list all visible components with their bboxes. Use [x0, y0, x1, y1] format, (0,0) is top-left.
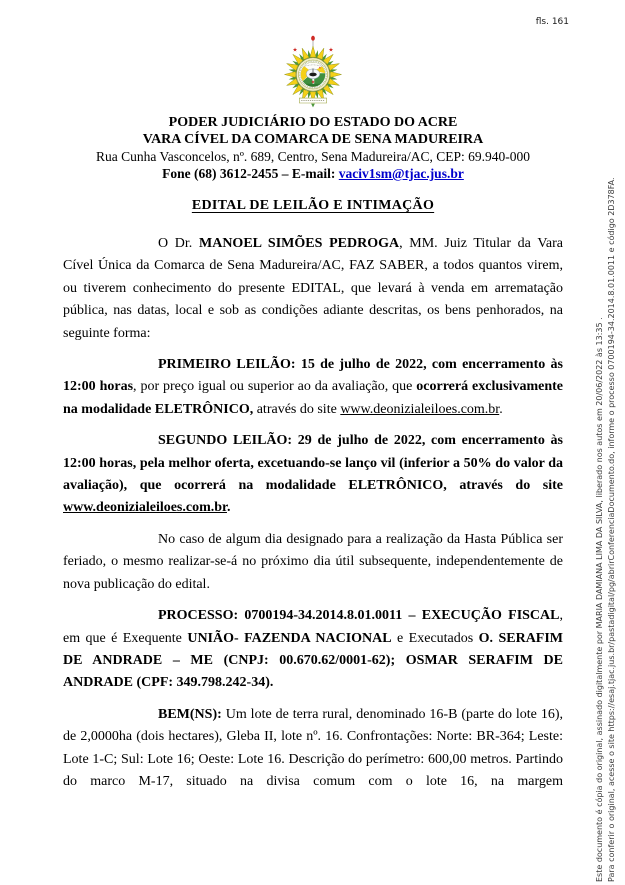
text-run: e Executados — [391, 630, 479, 646]
auction-site-link[interactable]: www.deonizialeiloes.com.br — [340, 401, 500, 417]
paragraph-preamble — [63, 233, 563, 345]
document-body — [63, 233, 563, 793]
text-run: , em que é Exequente — [63, 608, 563, 646]
contact-line — [63, 165, 563, 182]
text-run: No caso de algum dia designado para a realização da Hasta Pública ser feriado, o mesmo realizar-se-á no próximo dia útil subsequente, independentemente de nova publicação do edital. — [63, 531, 563, 592]
auction-site-link[interactable]: www.deonizialeiloes.com.br — [63, 500, 227, 516]
paragraph-bens — [63, 704, 563, 794]
document-content — [63, 0, 563, 793]
text-run: , MM. Juiz Titular da Vara Cível Única da Comarca de Sena Madureira/AC, FAZ SABER, a todos quantos virem, ou tiverem conhecimento do presente EDITAL, que levará à venda em arrematação pública, nas datas, local e sob as condições adiante descritas, os bens penhorados, na seguinte forma: — [63, 236, 563, 341]
digital-signature-stamp — [594, 130, 620, 882]
paragraph-segundo-leilao — [63, 430, 563, 520]
acre-coat-of-arms-icon — [282, 33, 344, 111]
text-run: O. SERAFIM DE ANDRADE – ME (CNPJ: 00.670.62/0001-62); OSMAR SERAFIM DE ANDRADE (CPF: 349.798.242-34). — [63, 630, 564, 691]
court-name: VARA CÍVEL DA COMARCA DE SENA MADUREIRA — [142, 131, 484, 147]
text-run: através do site — [253, 401, 341, 417]
phone-email-label: Fone (68) 3612-2455 – E-mail: — [162, 166, 339, 181]
text-run: O Dr. — [158, 236, 199, 251]
text-run: SEGUNDO LEILÃO: 29 de julho de 2022, com encerramento às 12:00 horas, pela melhor oferta, excetuando-se lanço vil (inferior a 50% do valor da avaliação), que ocorrerá na modalidade ELETRÔNICO, através do site — [63, 433, 563, 494]
digital-signature-stamp-line-2: Para conferir o original, acesse o site https://esaj.tjac.jus.br/pastadigital/pg/abrirConferenciaDocumento.do, informe o processo 0700194-34.2014.8.01.0011 e código 2D378FA. — [607, 177, 616, 882]
text-run: BEM(NS): — [158, 706, 226, 722]
text-run: ocorrerá exclusivamente na modalidade ELETRÔNICO, — [63, 379, 563, 417]
text-run: PROCESSO: 0700194-34.2014.8.01.0011 – EXECUÇÃO FISCAL — [158, 608, 560, 624]
text-run: Um lote de terra rural, denominado 16-B (parte do lote 16), de 2,0000ha (dois hectares), Gleba II, lote nº. 16. Confrontações: Norte: BR-364; Leste: Lote 1-C; Sul: Lote 16; Oeste: Lote 16. Descrição do perímetro: 600,00 metros. Partindo do marco M-17, situado na divisa comum com o lote 16, na margem — [63, 706, 564, 789]
paragraph-primeiro-leilao — [63, 354, 563, 421]
text-run: . — [226, 500, 231, 516]
text-run: UNIÃO- FAZENDA NACIONAL — [187, 630, 392, 646]
institution-name: PODER JUDICIÁRIO DO ESTADO DO ACRE — [168, 115, 458, 130]
paragraph-processo — [63, 605, 563, 695]
text-run: MANOEL SIMÕES PEDROGA — [199, 236, 400, 251]
paragraph-feriado-clause — [63, 529, 563, 596]
address-line: Rua Cunha Vasconcelos, nº. 689, Centro, Sena Madureira/AC, CEP: 69.940-000 — [95, 149, 530, 164]
text-run: . — [499, 401, 503, 417]
digital-signature-stamp-line-1: Este documento é cópia do original, assinado digitalmente por MARIA DAMIANA LIMA DA SILVA, liberado nos autos em 20/06/2022 às 13:35 . — [595, 317, 604, 882]
folio-number: fls. 161 — [535, 17, 569, 27]
text-run: PRIMEIRO LEILÃO: 15 de julho de 2022, com encerramento às 12:00 horas — [63, 357, 563, 395]
document-title: EDITAL DE LEILÃO E INTIMAÇÃO — [191, 198, 435, 213]
text-run: , por preço igual ou superior ao da avaliação, que — [133, 379, 417, 395]
email-link[interactable]: vaciv1sm@tjac.jus.br — [338, 166, 464, 181]
